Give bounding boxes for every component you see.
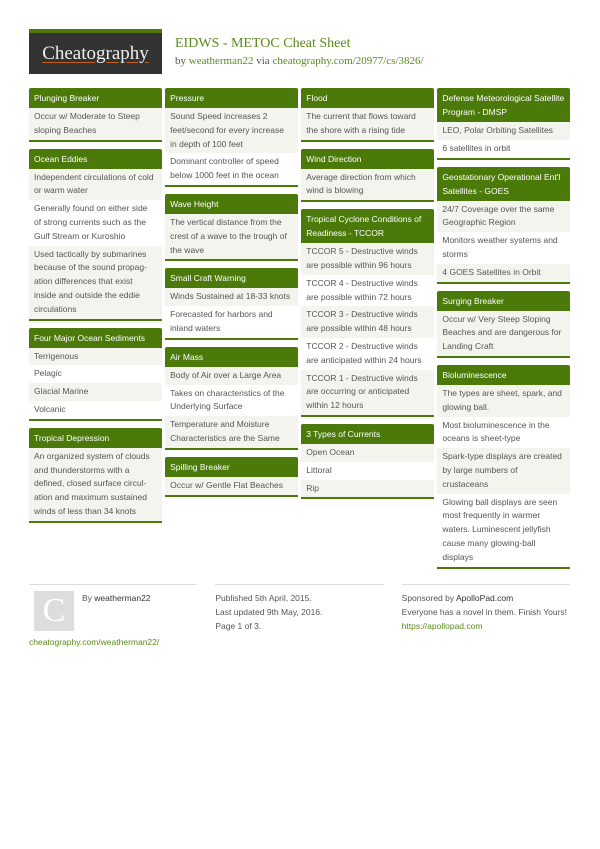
section-title: Plunging Breaker xyxy=(29,88,162,108)
section xyxy=(301,209,434,417)
author-link[interactable]: weatherman22 xyxy=(188,55,254,67)
sheet-url-link[interactable]: cheatography.com/20977/cs/3826/ xyxy=(272,55,424,67)
avatar: C xyxy=(34,591,74,631)
section-row: Terrigenous xyxy=(29,348,162,366)
section-row: TCCOR 3 - Destructive winds are possible within 48 hours xyxy=(301,306,434,338)
section xyxy=(29,88,162,142)
column xyxy=(301,88,434,506)
section xyxy=(165,268,298,339)
section xyxy=(437,291,570,358)
section-row: Takes on characteristics of the Underlying Surface xyxy=(165,385,298,417)
section-title: Geostationary Operational Ent'l Satellites - GOES xyxy=(437,167,570,201)
section-row: Spark-type displays are created by large numbers of crustaceans xyxy=(437,448,570,493)
footer xyxy=(29,584,570,649)
section-row: An organized system of clouds and thunderstorms with a defined, closed surface circulation and maximum sustained winds of less than 34 knots xyxy=(29,448,162,521)
section-title: 3 Types of Currents xyxy=(301,424,434,444)
section-title: Defense Meteorological Satellite Program - DMSP xyxy=(437,88,570,122)
section-row: Independent circulations of cold or warm water xyxy=(29,169,162,201)
logo-text: Cheatography xyxy=(42,42,149,64)
section-row: Littoral xyxy=(301,462,434,480)
sponsor-info xyxy=(402,584,570,649)
section-row: Generally found on either side of strong currents such as the Gulf Stream or Kuroshio xyxy=(29,200,162,245)
column xyxy=(437,88,570,576)
updated-date: Last updated 9th May, 2016. xyxy=(215,606,323,617)
section-row: TCCOR 2 - Destructive winds are anticipated within 24 hours xyxy=(301,338,434,370)
section-row: Occur w/ Very Steep Sloping Beaches and are dangerous for Landing Craft xyxy=(437,311,570,356)
sponsor-name[interactable]: ApolloPad.com xyxy=(456,592,514,603)
section-title: Surging Breaker xyxy=(437,291,570,311)
section-row: 6 satellites in orbit xyxy=(437,140,570,158)
section-row: Temperature and Moisture Characteristics are the Same xyxy=(165,416,298,448)
sponsor-tagline: Everyone has a novel in them. Finish Yours! xyxy=(401,606,568,617)
section-title: Small Craft Warning xyxy=(165,268,298,288)
section-title: Air Mass xyxy=(165,347,298,367)
section-row: 24/7 Coverage over the same Geographic Region xyxy=(437,201,570,233)
section-row: Body of Air over a Large Area xyxy=(165,367,298,385)
section-row: The types are sheet, spark, and glowing ball. xyxy=(437,385,570,417)
section-row: 4 GOES Satellites in Orbit xyxy=(437,264,570,282)
section xyxy=(165,88,298,187)
section-row: Most bioluminescence in the oceans is sheet-type xyxy=(437,417,570,449)
by-label: By xyxy=(82,592,92,603)
published-date: Published 5th April, 2015. xyxy=(215,592,312,603)
column xyxy=(165,88,298,504)
sponsored-label: Sponsored by xyxy=(401,592,455,603)
section-row: Sound Speed increases 2 feet/second for every increase in depth of 100 feet xyxy=(165,108,298,153)
section xyxy=(301,88,434,142)
section-row: Forecasted for harbors and inland waters xyxy=(165,306,298,338)
section xyxy=(165,457,298,497)
section-title: Spilling Breaker xyxy=(165,457,298,477)
section xyxy=(437,88,570,160)
section-row: Dominant controller of speed below 1000 feet in the ocean xyxy=(165,153,298,185)
section-row: The vertical distance from the crest of a wave to the trough of the wave xyxy=(165,214,298,259)
section xyxy=(301,424,434,499)
section-title: Ocean Eddies xyxy=(29,149,162,169)
by-label: by xyxy=(175,55,186,67)
cheat-sheet-columns xyxy=(29,88,570,576)
publish-info xyxy=(215,584,383,649)
section-row: Winds Sustained at 18-33 knots xyxy=(165,288,298,306)
section-row: Pelagic xyxy=(29,365,162,383)
section-row: Volcanic xyxy=(29,401,162,419)
section-row: TCCOR 1 - Destructive winds are occurring or anticipated within 12 hours xyxy=(301,370,434,415)
section-row: The current that flows toward the shore with a rising tide xyxy=(301,108,434,140)
section-row: TCCOR 4 - Destructive winds are possible within 72 hours xyxy=(301,275,434,307)
section-title: Flood xyxy=(301,88,434,108)
section xyxy=(301,149,434,203)
sponsor-link[interactable]: https://apollopad.com xyxy=(401,620,483,631)
section-row: LEO, Polar Orbiting Satellites xyxy=(437,122,570,140)
byline xyxy=(175,55,424,68)
section-title: Bioluminescence xyxy=(437,365,570,385)
section-row: Used tactically by submarines because of the sound propagation differences that exist inside and outside the eddie circulations xyxy=(29,246,162,319)
section-row: Rip xyxy=(301,480,434,498)
section-title: Tropical Depression xyxy=(29,428,162,448)
section-title: Pressure xyxy=(165,88,298,108)
section xyxy=(29,328,162,421)
via-label: via xyxy=(256,55,270,67)
section-row: TCCOR 5 - Destructive winds are possible within 96 hours xyxy=(301,243,434,275)
section xyxy=(437,365,570,569)
page-title: EIDWS - METOC Cheat Sheet xyxy=(175,36,351,51)
profile-link[interactable]: cheatography.com/weatherman22/ xyxy=(29,636,160,647)
section-row: Average direction from which wind is blowing xyxy=(301,169,434,201)
section-row: Glacial Marine xyxy=(29,383,162,401)
cheatography-logo[interactable] xyxy=(29,29,162,74)
column xyxy=(29,88,162,530)
section-title: Wave Height xyxy=(165,194,298,214)
page-number: Page 1 of 3. xyxy=(215,620,262,631)
section-title: Wind Direction xyxy=(301,149,434,169)
section xyxy=(165,347,298,450)
section-row: Occur w/ Moderate to Steep sloping Beaches xyxy=(29,108,162,140)
section xyxy=(165,194,298,261)
section-row: Glowing ball displays are seen most frequently in warmer waters. Luminescent jellyfish cause many glowing-ball displays xyxy=(437,494,570,567)
section-row: Open Ocean xyxy=(301,444,434,462)
author-info xyxy=(29,584,197,649)
section xyxy=(29,428,162,523)
section-row: Occur w/ Gentle Flat Beaches xyxy=(165,477,298,495)
page-header xyxy=(0,0,600,88)
section-title: Four Major Ocean Sediments xyxy=(29,328,162,348)
section xyxy=(437,167,570,284)
section xyxy=(29,149,162,321)
footer-author[interactable]: weatherman22 xyxy=(94,592,151,603)
section-row: Monitors weather systems and storms xyxy=(437,232,570,264)
section-title: Tropical Cyclone Conditions of Readiness - TCCOR xyxy=(301,209,434,243)
